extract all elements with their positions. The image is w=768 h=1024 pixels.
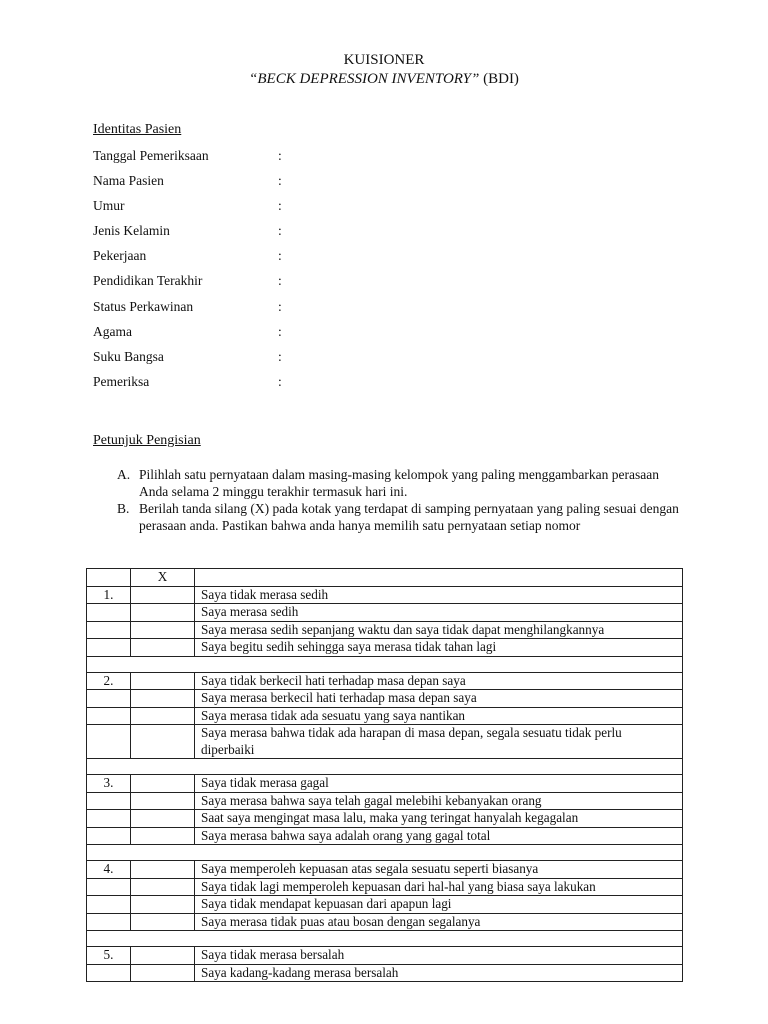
field-label: Status Perkawinan [93,299,194,314]
field-colon: : [278,198,282,213]
field-label: Pendidikan Terakhir [93,273,203,288]
statement-cell: Saya merasa bahwa saya telah gagal melebihi kebanyakan orang [195,792,683,810]
table-row [87,604,683,622]
item-number-cell [87,792,131,810]
header-mark-cell: X [131,569,195,587]
table-row [87,861,683,879]
item-number-cell [87,725,131,759]
item-number-cell: 5. [87,947,131,965]
field-colon: : [278,299,282,314]
instruction-text: Pilihlah satu pernyataan dalam masing-masing kelompok yang paling menggambarkan perasaan Anda selama 2 minggu terakhir termasuk hari ini. [139,467,659,499]
answer-checkbox-cell[interactable] [131,672,195,690]
field-label: Umur [93,198,125,213]
table-row [87,707,683,725]
answer-checkbox-cell[interactable] [131,810,195,828]
separator-cell [87,759,683,775]
table-row [87,672,683,690]
identity-field [93,148,393,168]
identity-field [93,248,393,268]
table-row [87,964,683,982]
item-number-cell [87,913,131,931]
answer-checkbox-cell[interactable] [131,639,195,657]
subtitle-italic: “BECK DEPRESSION INVENTORY” [249,71,480,87]
item-number-cell [87,690,131,708]
identity-field [93,223,393,243]
item-number-cell [87,964,131,982]
statement-cell: Saya tidak merasa bersalah [195,947,683,965]
item-number-cell: 4. [87,861,131,879]
header-number-cell [87,569,131,587]
field-colon: : [278,248,282,263]
field-label: Suku Bangsa [93,349,164,364]
field-label: Pemeriksa [93,374,150,389]
statement-cell: Saya merasa sedih sepanjang waktu dan saya tidak dapat menghilangkannya [195,621,683,639]
identity-field [93,273,393,293]
statement-cell: Saya merasa tidak ada sesuatu yang saya nantikan [195,707,683,725]
statement-cell: Saya merasa sedih [195,604,683,622]
document-title: KUISIONER [343,52,425,68]
identity-field [93,324,393,344]
bdi-table [86,568,683,982]
answer-checkbox-cell[interactable] [131,827,195,845]
table-row [87,896,683,914]
identity-field [93,299,393,319]
table-row [87,725,683,759]
group-separator-row [87,845,683,861]
statement-cell: Saya merasa bahwa saya adalah orang yang gagal total [195,827,683,845]
separator-cell [87,931,683,947]
statement-cell: Saya tidak merasa sedih [195,586,683,604]
separator-cell [87,845,683,861]
item-number-cell [87,878,131,896]
answer-checkbox-cell[interactable] [131,792,195,810]
statement-cell: Saya tidak berkecil hati terhadap masa depan saya [195,672,683,690]
statement-cell: Saya tidak mendapat kepuasan dari apapun lagi [195,896,683,914]
table-row [87,827,683,845]
answer-checkbox-cell[interactable] [131,878,195,896]
header-statement-cell [195,569,683,587]
instruction-letter: B. [117,501,130,516]
statement-cell: Saat saya mengingat masa lalu, maka yang teringat hanyalah kegagalan [195,810,683,828]
group-separator-row [87,931,683,947]
table-row [87,690,683,708]
statement-cell: Saya tidak lagi memperoleh kepuasan dari hal-hal yang biasa saya lakukan [195,878,683,896]
statement-cell: Saya merasa bahwa tidak ada harapan di masa depan, segala sesuatu tidak perlu diperbaiki [195,725,683,759]
field-label: Jenis Kelamin [93,223,170,238]
field-label: Agama [93,324,132,339]
table-header-row [87,569,683,587]
item-number-cell [87,827,131,845]
group-separator-row [87,656,683,672]
field-label: Tanggal Pemeriksaan [93,148,209,163]
answer-checkbox-cell[interactable] [131,896,195,914]
answer-checkbox-cell[interactable] [131,707,195,725]
instruction-text: Berilah tanda silang (X) pada kotak yang terdapat di samping pernyataan yang paling sesuai dengan perasaan anda. Pastikan bahwa anda hanya memilih satu pernyataan setiap nomor [139,501,679,533]
item-number-cell: 3. [87,775,131,793]
statement-cell: Saya begitu sedih sehingga saya merasa tidak tahan lagi [195,639,683,657]
table-row [87,810,683,828]
item-number-cell [87,810,131,828]
table-row [87,621,683,639]
statement-cell: Saya merasa berkecil hati terhadap masa depan saya [195,690,683,708]
table-row [87,639,683,657]
statement-cell: Saya kadang-kadang merasa bersalah [195,964,683,982]
item-number-cell: 1. [87,586,131,604]
item-number-cell: 2. [87,672,131,690]
item-number-cell [87,621,131,639]
statement-cell: Saya merasa tidak puas atau bosan dengan segalanya [195,913,683,931]
group-separator-row [87,759,683,775]
instruction-item [117,500,697,552]
answer-checkbox-cell[interactable] [131,586,195,604]
answer-checkbox-cell[interactable] [131,725,195,759]
statement-cell: Saya tidak merasa gagal [195,775,683,793]
answer-checkbox-cell[interactable] [131,861,195,879]
item-number-cell [87,707,131,725]
separator-cell [87,656,683,672]
item-number-cell [87,896,131,914]
table-row [87,586,683,604]
instructions-heading: Petunjuk Pengisian [93,433,201,448]
instruction-item [117,466,697,500]
field-colon: : [278,273,282,288]
identity-heading: Identitas Pasien [93,122,182,137]
answer-checkbox-cell[interactable] [131,964,195,982]
document-subtitle [0,71,768,88]
field-colon: : [278,223,282,238]
item-number-cell [87,639,131,657]
identity-field [93,198,393,218]
field-colon: : [278,374,282,389]
instruction-letter: A. [117,467,131,482]
identity-field [93,374,393,394]
field-label: Nama Pasien [93,173,164,188]
field-label: Pekerjaan [93,248,147,263]
answer-checkbox-cell[interactable] [131,604,195,622]
answer-checkbox-cell[interactable] [131,775,195,793]
field-colon: : [278,148,282,163]
subtitle-suffix: (BDI) [479,71,519,87]
identity-field [93,173,393,193]
identity-field [93,349,393,369]
table-row [87,792,683,810]
answer-checkbox-cell[interactable] [131,690,195,708]
field-colon: : [278,324,282,339]
table-row [87,947,683,965]
table-row [87,775,683,793]
answer-checkbox-cell[interactable] [131,947,195,965]
answer-checkbox-cell[interactable] [131,621,195,639]
answer-checkbox-cell[interactable] [131,913,195,931]
table-row [87,878,683,896]
statement-cell: Saya memperoleh kepuasan atas segala sesuatu seperti biasanya [195,861,683,879]
field-colon: : [278,349,282,364]
table-row [87,913,683,931]
field-colon: : [278,173,282,188]
item-number-cell [87,604,131,622]
